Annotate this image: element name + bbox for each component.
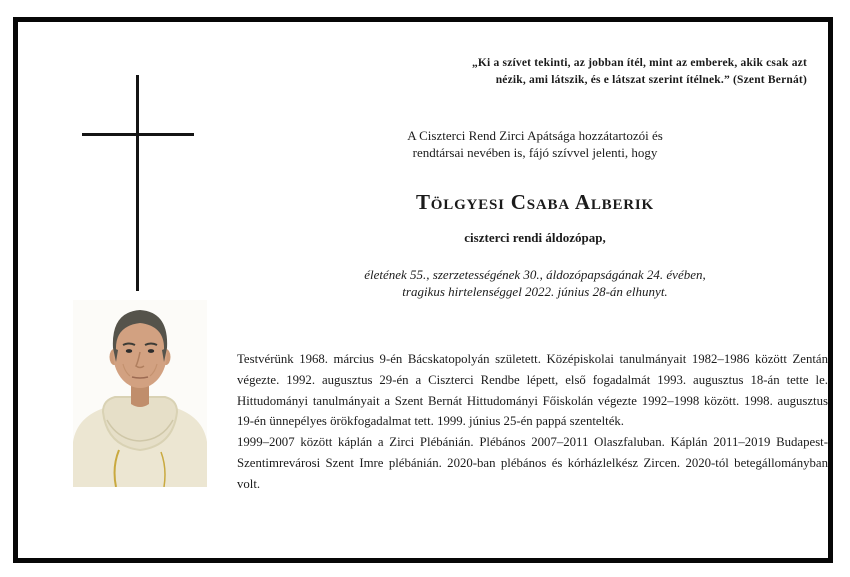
portrait-illustration xyxy=(73,300,207,487)
announcement-line-1: A Ciszterci Rend Zirci Apátsága hozzátartozói és xyxy=(407,128,663,143)
deceased-title: ciszterci rendi áldozópap, xyxy=(464,230,606,245)
biography-paragraph-2: 1999–2007 között káplán a Zirci Plébánián. Plébános 2007–2011 Olaszfaluban. Káplán 2011–2019 Budapest-Szentimrevárosi Szent Imre plébánián. 2020-ban plébános és kórházlelkész Zircen. 2020-tól betegállományban volt. xyxy=(237,435,828,491)
quote-block xyxy=(472,55,807,89)
quote-line-2: nézik, ami látszik, és e látszat szerint ítélnek.” (Szent Bernát) xyxy=(495,74,807,86)
announcement-block xyxy=(240,127,830,161)
deceased-name: Tölgyesi Csaba Alberik xyxy=(415,190,654,214)
death-notice-block xyxy=(240,267,830,300)
death-notice-line-2: tragikus hirtelenséggel 2022. június 28-án elhunyt. xyxy=(402,283,668,299)
portrait-photo xyxy=(73,300,207,487)
biography-paragraph-1: Testvérünk 1968. március 9-én Bácskatopolyán született. Középiskolai tanulmányait 1982–1986 között Zentán végezte. 1992. augusztus 29-én a Ciszterci Rendbe lépett, első fogadalmát 1993. augusztus 18-án tette le. Hittudományi tanulmányait a Szent Bernát Hittudományi Főiskolán végezte 1992–1998 között. 1998. augusztus 19-én ünnepélyes örökfogadalmat tett. 1999. június 25-én pappá szentelték. xyxy=(237,352,828,429)
quote-line-1: „Ki a szívet tekinti, az jobban ítél, mint az emberek, akik csak azt xyxy=(471,57,807,69)
cross-horizontal-bar xyxy=(82,133,194,136)
cross-vertical-bar xyxy=(136,75,139,291)
death-notice-line-1: életének 55., szerzetességének 30., áldozópapságának 24. évében, xyxy=(364,267,706,282)
biography-block xyxy=(237,349,828,495)
announcement-line-2: rendtársai nevében is, fájó szívvel jelenti, hogy xyxy=(412,145,658,160)
